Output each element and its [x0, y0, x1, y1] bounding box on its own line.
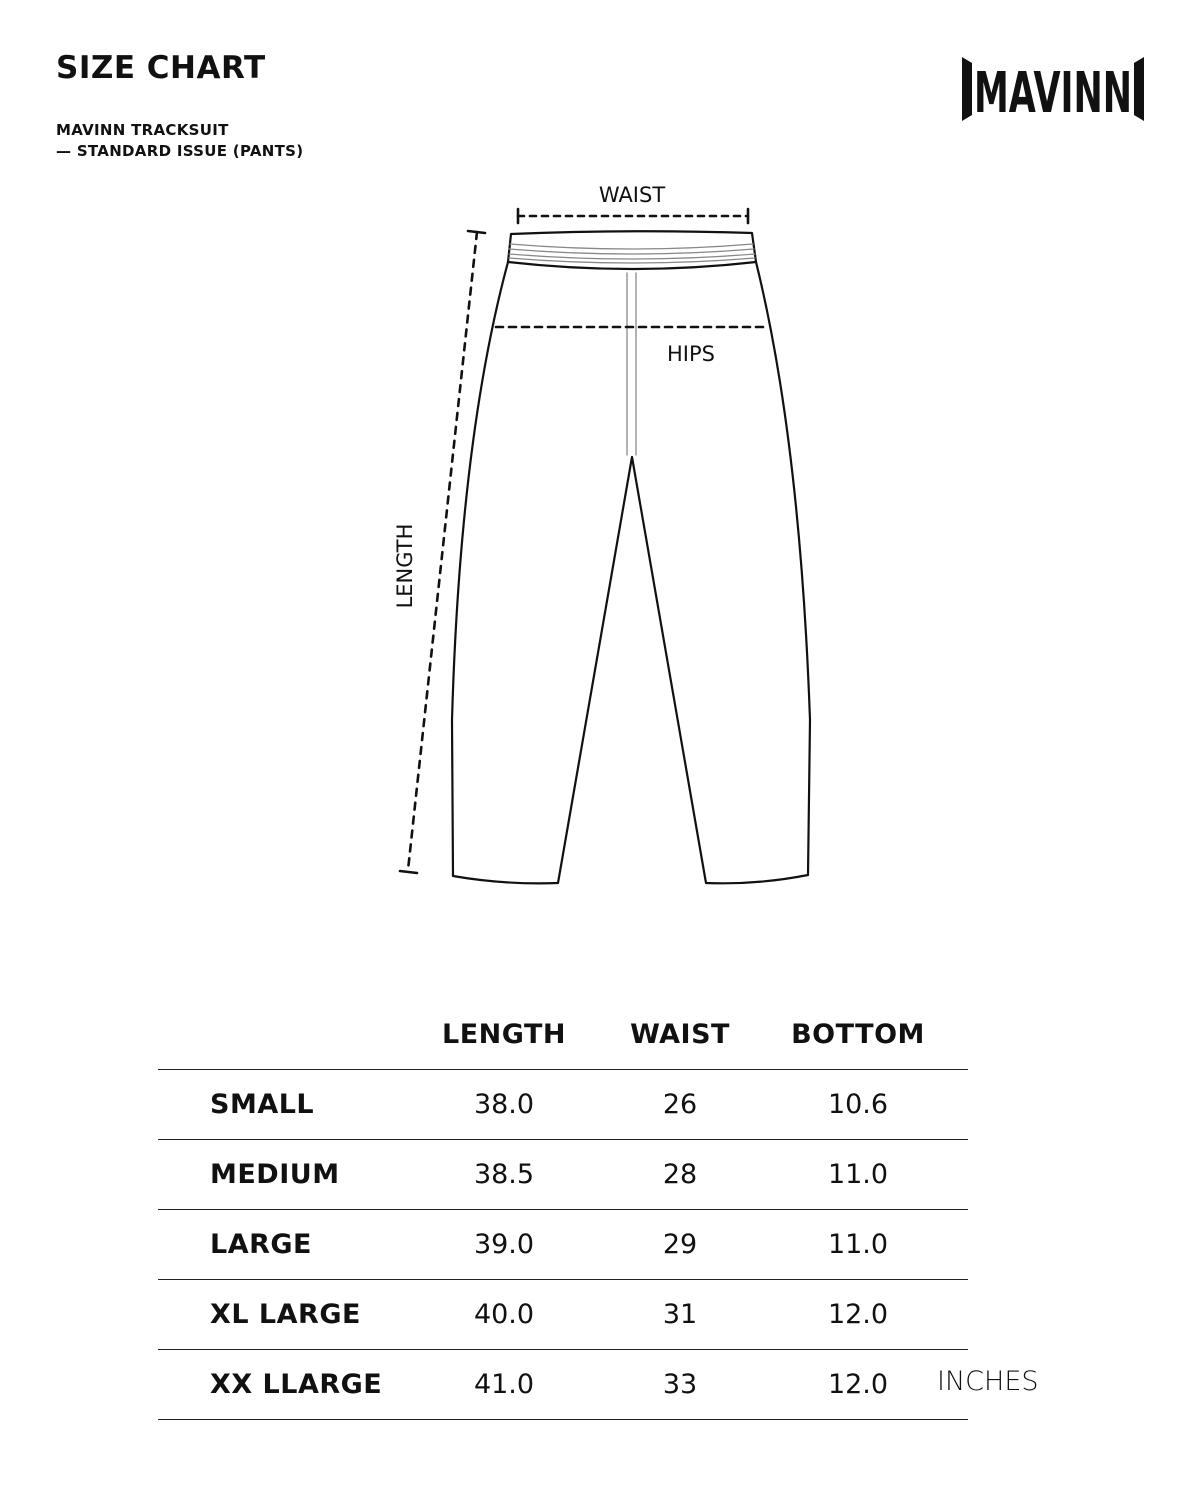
- subtitle-line-2: — STANDARD ISSUE (PANTS): [56, 142, 304, 160]
- subtitle-line-1: MAVINN TRACKSUIT: [56, 121, 229, 139]
- table-row: [158, 1070, 968, 1140]
- length-value: 40.0: [412, 1280, 596, 1350]
- bottom-value: 10.6: [764, 1070, 952, 1140]
- page-title: SIZE CHART: [56, 50, 266, 86]
- size-name: MEDIUM: [158, 1140, 412, 1210]
- waist-value: 28: [596, 1140, 764, 1210]
- length-value: 38.5: [412, 1140, 596, 1210]
- waist-value: 31: [596, 1280, 764, 1350]
- length-value: 41.0: [412, 1350, 596, 1420]
- length-measure-line: [408, 232, 477, 870]
- waist-value: 33: [596, 1350, 764, 1420]
- length-label: LENGTH: [393, 523, 417, 609]
- bottom-value: 11.0: [764, 1210, 952, 1280]
- length-value: 39.0: [412, 1210, 596, 1280]
- table-row: [158, 1210, 968, 1280]
- table-row: [158, 1350, 968, 1420]
- size-name: SMALL: [158, 1070, 412, 1140]
- waist-label: WAIST: [598, 183, 666, 207]
- bottom-value: 11.0: [764, 1140, 952, 1210]
- size-name: XX LLARGE: [158, 1350, 412, 1420]
- size-name: LARGE: [158, 1210, 412, 1280]
- size-name: XL LARGE: [158, 1280, 412, 1350]
- column-header-waist: WAIST: [630, 1019, 730, 1050]
- waist-value: 29: [596, 1210, 764, 1280]
- waist-value: 26: [596, 1070, 764, 1140]
- pants-outline: [452, 231, 810, 883]
- column-header-length: LENGTH: [442, 1019, 566, 1050]
- length-value: 38.0: [412, 1070, 596, 1140]
- unit-label: INCHES: [937, 1366, 1039, 1397]
- table-row: [158, 1140, 968, 1210]
- table-row: [158, 1280, 968, 1350]
- table-header-row: [158, 1000, 968, 1070]
- size-table: [158, 1000, 968, 1420]
- brand-logo-text: MAVINN: [974, 61, 1132, 124]
- bottom-value: 12.0: [764, 1280, 952, 1350]
- bottom-value: 12.0: [764, 1350, 952, 1420]
- column-header-size: [158, 1000, 412, 1070]
- column-header-bottom: BOTTOM: [791, 1019, 925, 1050]
- hips-label: HIPS: [667, 342, 715, 366]
